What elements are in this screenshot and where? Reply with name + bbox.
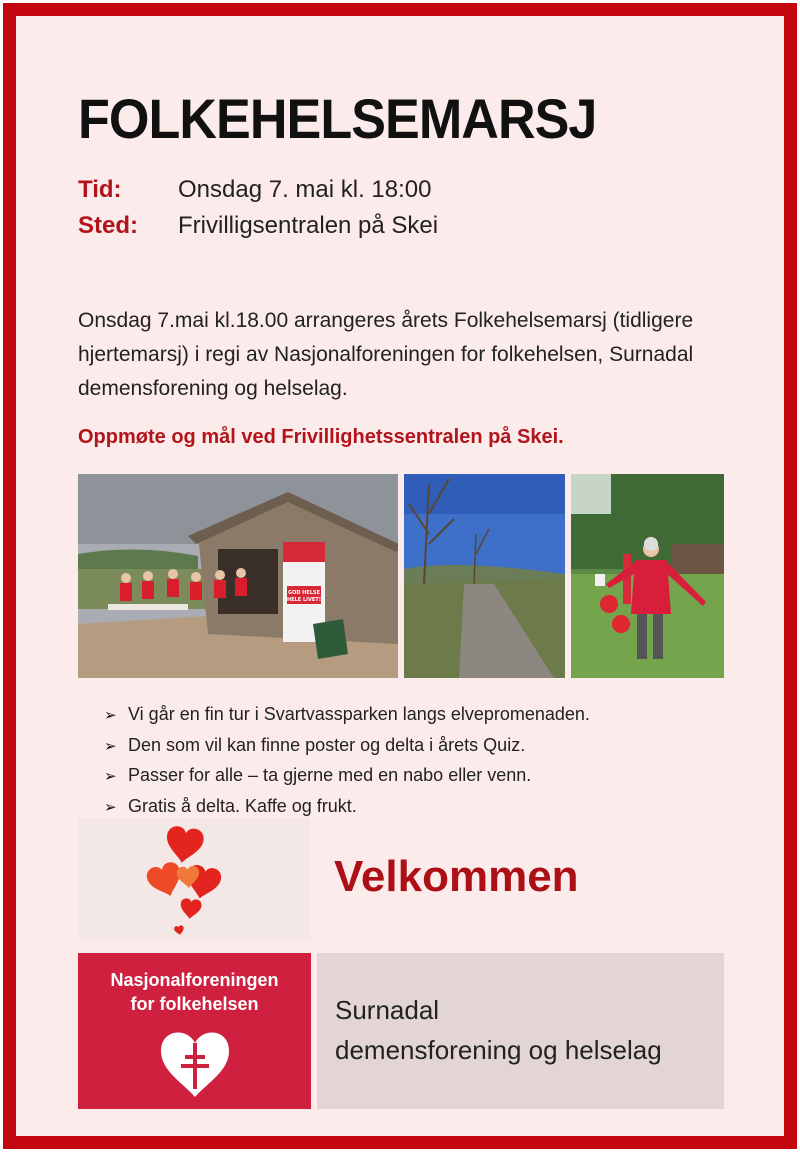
- list-item: [104, 700, 590, 731]
- intro-text: Onsdag 7.mai kl.18.00 arrangeres årets Folkehelsemarsj (tidligere hjertemarsj) i regi av Nasjonalforeningen for folkehelsen, Surnadal demensforening og helselag.: [78, 309, 694, 400]
- bullet-text: Den som vil kan finne poster og delta i årets Quiz.: [128, 734, 526, 755]
- photo-cabin: [78, 474, 398, 678]
- photo-sign-line-1: GOD HELSE: [287, 590, 321, 596]
- bullet-list: [104, 700, 590, 822]
- photo-sign-line-2: HELE LIVET!: [287, 597, 321, 603]
- photo-walker: [571, 474, 724, 678]
- bullet-text: Passer for alle – ta gjerne med en nabo eller venn.: [128, 765, 532, 785]
- list-item: [104, 761, 590, 792]
- hearts-illustration: [78, 818, 310, 940]
- nasjonalforeningen-logo: [78, 953, 311, 1109]
- logo-line-2: for folkehelsen: [130, 994, 259, 1014]
- time-value: Onsdag 7. mai kl. 18:00: [178, 176, 432, 203]
- arrow-bullet-icon: ➢: [104, 798, 117, 816]
- arrow-bullet-icon: ➢: [104, 737, 117, 755]
- heart-cross-icon: [157, 1025, 233, 1101]
- arrow-bullet-icon: ➢: [104, 768, 117, 785]
- time-label: Tid:: [78, 176, 122, 203]
- arrow-bullet-icon: ➢: [104, 707, 117, 724]
- place-value: Frivilligsentralen på Skei: [178, 212, 439, 239]
- logo-line-1: Nasjonalforeningen: [110, 970, 279, 990]
- page-title: FOLKEHELSEMARSJ: [78, 87, 597, 150]
- surnadal-line-2: demensforening og helselag: [335, 1035, 662, 1065]
- list-item: [104, 731, 590, 762]
- surnadal-line-1: Surnadal: [335, 995, 440, 1025]
- surnadal-logo: [317, 953, 724, 1109]
- welcome-heading: Velkommen: [334, 852, 579, 901]
- photo-path: [404, 474, 565, 678]
- place-row: [78, 212, 438, 240]
- time-row: [78, 176, 431, 204]
- meeting-point-text: Oppmøte og mål ved Frivillighetssentralen på Skei.: [78, 426, 564, 448]
- bullet-text: Vi går en fin tur i Svartvassparken langs elvepromenaden.: [128, 704, 590, 724]
- bullet-text: Gratis å delta. Kaffe og frukt.: [128, 795, 357, 816]
- place-label: Sted:: [78, 212, 138, 239]
